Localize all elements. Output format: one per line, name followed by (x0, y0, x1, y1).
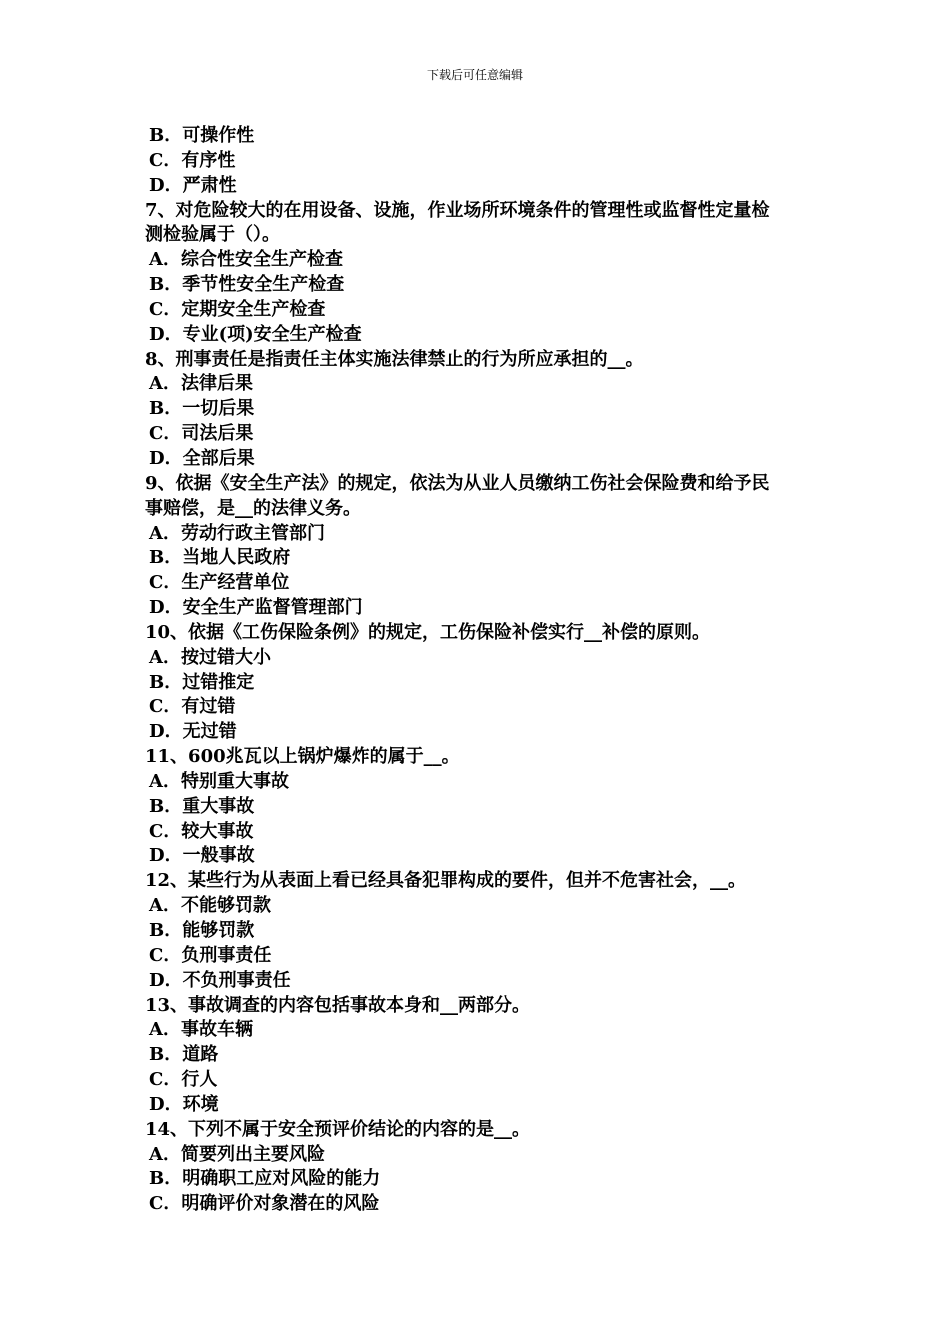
answer-option: C．较大事故 (149, 820, 254, 842)
answer-option: D．环境 (149, 1093, 219, 1115)
answer-option: B．当地人民政府 (149, 547, 291, 569)
answer-option: B．过错推定 (149, 671, 255, 693)
answer-option: C．负刑事责任 (149, 944, 272, 966)
answer-option: C．明确评价对象潜在的风险 (149, 1193, 380, 1215)
answer-option: C．有序性 (149, 149, 236, 171)
answer-option: D．无过错 (149, 721, 237, 743)
answer-option: D．严肃性 (149, 174, 237, 196)
answer-option: B．重大事故 (149, 795, 255, 817)
answer-option: C．定期安全生产检查 (149, 298, 326, 320)
answer-option: C．司法后果 (149, 423, 254, 445)
answer-option: A．按过错大小 (149, 646, 271, 668)
answer-option: B．一切后果 (149, 398, 255, 420)
answer-option: B．季节性安全生产检查 (149, 274, 345, 296)
answer-option: C．行人 (149, 1069, 218, 1091)
answer-option: B．能够罚款 (149, 920, 255, 941)
answer-option: B．明确职工应对风险的能力 (149, 1168, 381, 1190)
question-text: 11、600兆瓦以上锅炉爆炸的属于__。 (145, 746, 460, 768)
answer-option: A．特别重大事故 (149, 770, 289, 792)
answer-option: A．简要列出主要风险 (149, 1143, 325, 1165)
answer-option: D．全部后果 (149, 447, 255, 469)
answer-option: C．生产经营单位 (149, 572, 290, 594)
answer-option: A．法律后果 (149, 373, 253, 395)
answer-option: A．事故车辆 (149, 1019, 253, 1041)
question-text: 测检验属于（）。 (145, 224, 280, 246)
answer-option: D．一般事故 (149, 845, 255, 867)
question-text: 事赔偿，是__的法律义务。 (145, 497, 361, 519)
answer-option: B．可操作性 (149, 125, 255, 146)
answer-option: A．不能够罚款 (149, 895, 271, 917)
document-body (145, 124, 815, 1217)
question-text: 9、依据《安全生产法》的规定，依法为从业人员缴纳工伤社会保险费和给予民 (145, 472, 770, 494)
question-text: 10、依据《工伤保险条例》的规定，工伤保险补偿实行__补偿的原则。 (145, 621, 711, 643)
answer-option: A．综合性安全生产检查 (149, 249, 343, 271)
question-text: 7、对危险较大的在用设备、设施，作业场所环境条件的管理性或监督性定量检 (145, 199, 770, 221)
answer-option: C．有过错 (149, 696, 236, 718)
question-text: 8、刑事责任是指责任主体实施法律禁止的行为所应承担的__。 (145, 348, 644, 370)
answer-option: D．专业(项)安全生产检查 (149, 323, 362, 345)
question-text: 13、事故调查的内容包括事故本身和__两部分。 (145, 994, 531, 1016)
answer-option: D．不负刑事责任 (149, 969, 291, 991)
answer-option: D．安全生产监督管理部门 (149, 597, 363, 619)
question-text: 12、某些行为从表面上看已经具备犯罪构成的要件，但并不危害社会，__。 (145, 870, 747, 892)
page-header: 下载后可任意编辑 (426, 68, 523, 82)
answer-option: A．劳动行政主管部门 (149, 522, 325, 544)
answer-option: B．道路 (149, 1044, 219, 1066)
question-text: 14、下列不属于安全预评价结论的内容的是__。 (145, 1118, 531, 1140)
